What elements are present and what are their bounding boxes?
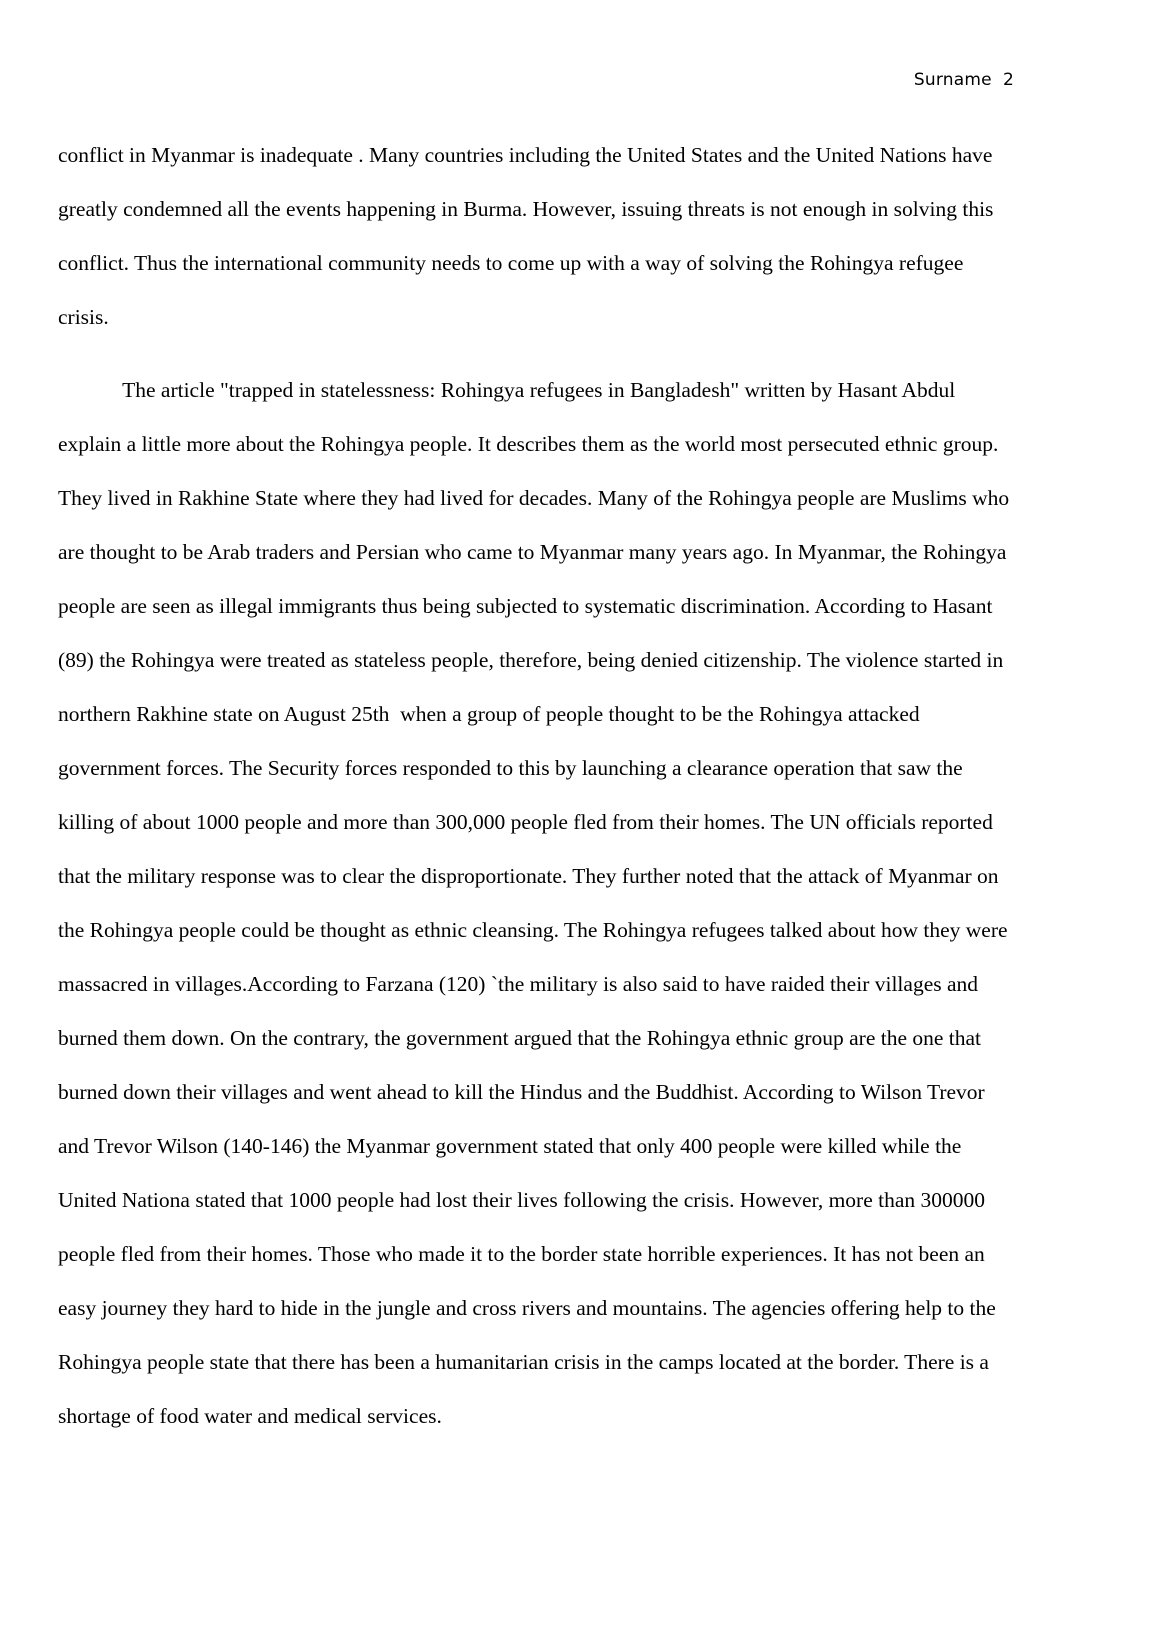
text-line: and Trevor Wilson (140-146) the Myanmar government stated that only 400 people were killed while the: [58, 1134, 962, 1158]
text-line: killing of about 1000 people and more than 300,000 people fled from their homes. The UN officials reported: [58, 810, 993, 834]
text-line: They lived in Rakhine State where they had lived for decades. Many of the Rohingya people are Muslims who: [58, 486, 1010, 510]
text-line: shortage of food water and medical services.: [58, 1404, 442, 1428]
text-line: burned them down. On the contrary, the government argued that the Rohingya ethnic group are the one that: [58, 1026, 982, 1050]
text-line: massacred in villages.According to Farzana (120) `the military is also said to have raided their villages and: [58, 972, 979, 996]
text-line: that the military response was to clear the disproportionate. They further noted that the attack of Myanmar on: [58, 864, 999, 888]
text-line: conflict. Thus the international community needs to come up with a way of solving the Rohingya refugee: [58, 251, 964, 275]
text-line: government forces. The Security forces responded to this by launching a clearance operation that saw the: [58, 756, 963, 780]
text-line: people fled from their homes. Those who made it to the border state horrible experiences. It has not been an: [58, 1242, 985, 1266]
text-line: The article "trapped in statelessness: Rohingya refugees in Bangladesh" written by Hasant Abdul: [58, 378, 956, 402]
text-line: explain a little more about the Rohingya people. It describes them as the world most persecuted ethnic group.: [58, 432, 999, 456]
text-line: United Nationa stated that 1000 people had lost their lives following the crisis. However, more than 300000: [58, 1188, 986, 1212]
text-line: people are seen as illegal immigrants thus being subjected to systematic discrimination. According to Hasant: [58, 594, 993, 618]
running-head: Surname 2: [913, 70, 1014, 90]
text-line: Rohingya people state that there has been a humanitarian crisis in the camps located at the border. There is a: [58, 1350, 989, 1374]
paragraph-spacing: [58, 344, 1103, 363]
text-line: the Rohingya people could be thought as ethnic cleansing. The Rohingya refugees talked about how they were: [58, 918, 1008, 942]
paragraph: [58, 363, 1103, 1443]
text-line: (89) the Rohingya were treated as stateless people, therefore, being denied citizenship. The violence started in: [58, 648, 1004, 672]
text-line: crisis.: [58, 305, 109, 329]
text-line: northern Rakhine state on August 25th when a group of people thought to be the Rohingya attacked: [58, 702, 920, 726]
text-line: easy journey they hard to hide in the jungle and cross rivers and mountains. The agencies offering help to the: [58, 1296, 996, 1320]
body-text: [58, 128, 1103, 1443]
paragraph: [58, 128, 1103, 344]
text-line: burned down their villages and went ahead to kill the Hindus and the Buddhist. According to Wilson Trevor: [58, 1080, 985, 1104]
text-line: conflict in Myanmar is inadequate . Many countries including the United States and the United Nations have: [58, 143, 993, 167]
text-line: are thought to be Arab traders and Persian who came to Myanmar many years ago. In Myanmar, the Rohingya: [58, 540, 1007, 564]
text-line: greatly condemned all the events happening in Burma. However, issuing threats is not enough in solving this: [58, 197, 994, 221]
